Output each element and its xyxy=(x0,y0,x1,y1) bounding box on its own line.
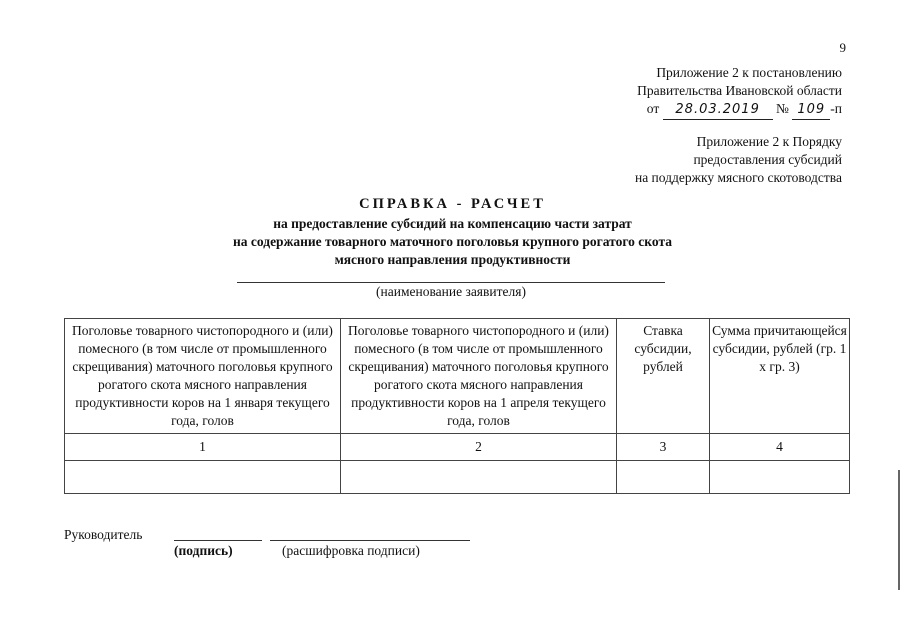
table-cell xyxy=(617,461,710,494)
appendix-procedure-line3: на поддержку мясного скотоводства xyxy=(634,170,842,185)
header-cell: Сумма причитающейся субсидии, рублей (гр. 1 х гр. 3) xyxy=(710,319,850,434)
column-number-cell: 3 xyxy=(617,434,710,461)
header-cell: Ставка субсидии, рублей xyxy=(617,319,710,434)
subtitle-line2: на содержание товарного маточного поголовья крупного рогатого скота xyxy=(232,234,673,249)
number-suffix: -п xyxy=(830,101,842,116)
signature-decoding-caption: (расшифровка подписи) xyxy=(282,543,420,558)
number-label: № xyxy=(776,101,789,116)
table-cell xyxy=(710,461,850,494)
column-number-cell: 4 xyxy=(710,434,850,461)
table-cell xyxy=(341,461,617,494)
appendix-resolution-block xyxy=(482,64,842,120)
appendix-procedure-block xyxy=(512,133,842,187)
appendix-resolution-line1: Приложение 2 к постановлению xyxy=(656,65,842,80)
table-row xyxy=(65,461,850,494)
appendix-resolution-date-line xyxy=(482,100,842,120)
subtitle-line1: на предоставление субсидий на компенсацию части затрат xyxy=(273,216,632,231)
column-number-cell: 1 xyxy=(65,434,341,461)
header-cell: Поголовье товарного чистопородного и (или) помесного (в том числе от промышленного скрещивания) маточного поголовья крупного рогатого скота мясного направления продуктивности коров на 1 апреля текущего года, голов xyxy=(341,319,617,434)
table-header-row xyxy=(65,319,850,434)
signature-decoding-line xyxy=(270,540,470,541)
calculation-table xyxy=(64,318,850,494)
signature-caption: (подпись) xyxy=(174,543,233,558)
applicant-caption: (наименование заявителя) xyxy=(376,284,526,299)
document-subtitle xyxy=(0,215,905,269)
document-title: СПРАВКА - РАСЧЕТ xyxy=(359,196,546,212)
scan-edge-mark xyxy=(898,470,900,590)
resolution-number: 109 xyxy=(792,101,830,120)
header-cell: Поголовье товарного чистопородного и (или) помесного (в том числе от промышленного скрещивания) маточного поголовья крупного рогатого скота мясного направления продуктивности коров на 1 января текущего года, голов xyxy=(65,319,341,434)
applicant-name-line xyxy=(237,282,665,283)
resolution-date: 28.03.2019 xyxy=(663,101,773,120)
column-number-cell: 2 xyxy=(341,434,617,461)
signature-line xyxy=(174,540,262,541)
head-label: Руководитель xyxy=(64,527,143,542)
page-number: 9 xyxy=(839,40,846,55)
column-number-row xyxy=(65,434,850,461)
appendix-resolution-line2: Правительства Ивановской области xyxy=(637,83,842,98)
subtitle-line3: мясного направления продуктивности xyxy=(334,252,571,267)
table-cell xyxy=(65,461,341,494)
appendix-procedure-line1: Приложение 2 к Порядку xyxy=(696,134,842,149)
from-label: от xyxy=(646,101,660,116)
appendix-procedure-line2: предоставления субсидий xyxy=(693,152,842,167)
